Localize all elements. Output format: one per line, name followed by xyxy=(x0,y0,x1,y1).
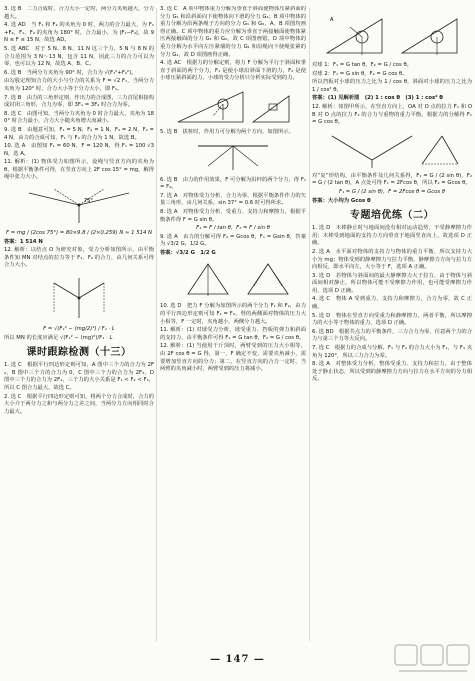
paragraph: 由勾股定理知合力的大小与分力的关系为 F = √2 F₁，当两分力夹角为 120° 时，合力大小等于分力大小，即 F₁。 xyxy=(4,78,154,92)
column-right xyxy=(312,6,472,646)
paragraph: 4. 选 AD 当 F₁ 和 F₂ 的夹角为 0 时，两力的合力最大，为 F₁+F₂，F₁、F₂ 的夹角为 180° 时，合力最小，为 |F₁−F₂|，故 9 N ≤ F ≤ 15 N，故选 AD。 xyxy=(4,22,154,44)
figure-label: A xyxy=(330,17,334,23)
section-heading: 专题培优练（二） xyxy=(350,210,434,222)
paragraph: 3. 选 B 二力合成时，合力大小一定时，两分力夹角越大，分力越大。 xyxy=(4,6,154,20)
paragraph: 9. 选 B 由题意可知，F₁ = 5 N，F₂ = 1 N，F₃ = 2 N，F₄ = 4 N，由力的合成可知，F₁ 与 F₄ 的合力为 1 N，故选 B。 xyxy=(4,126,154,141)
section-heading: 课时跟踪检测（十三） xyxy=(26,347,132,359)
ball-incline-diagram xyxy=(321,8,463,60)
paragraph: 7. 选 C 根据力的合成与分解，F₁ 与 F₂ 的合力大小为 F₁，与 F₃ 夹角为 120°，所以三力合力为零。 xyxy=(312,345,472,359)
formula: F₁ = G / (2 sin θ)，F = 2Fcos θ = Gcos θ xyxy=(338,188,446,195)
paragraph: 3. 选 D 若物体与斜面间的最大静摩擦力大于拉力，由于物体与斜面间相对静止，所以物体可能不受摩擦力作用，也可能受摩擦力作用，选项 D 正确。 xyxy=(312,272,472,294)
paragraph: 9. 选 A 由力的分解可得 F₂ = Gcos θ，F₁ = Gsin θ，答案为 √3/2 G，1/2 G。 xyxy=(160,233,306,248)
paragraph: 10. 选 D 把力 F 分解为如图所示的两个分力 F₁ 和 F₂，由力的平行四边形定则可知 F₁ = F₂，劈的两侧面对物体的压力大小相等，F 一定时，夹角越小，两侧分力越大。 xyxy=(160,303,306,325)
paragraph: 对球 2：F₁ = G sin θ，F₂ = G cos θ。 xyxy=(312,70,408,77)
wedge-diagram xyxy=(167,259,299,301)
paragraph: 5. 选 ABC 对于 5 N、8 N、11 N 这三个力，5 N 与 8 N 的合力范围为 3 N～13 N，包含 11 N，因此三力的合力可以为零，也可以为 12 N，故选 A、B、C。 xyxy=(4,45,154,68)
page-number: — 147 — xyxy=(210,654,265,665)
paragraph: 6. 选 BD 根据共点力的平衡条件，三力合力为零，任意两个力的合力与第三个力等大反向。 xyxy=(312,328,472,343)
watermark-logo xyxy=(393,641,471,677)
paragraph: 所以挡板对小球的压力之比为 1 / cos θ，斜面对小球的压力之比为 1 / cos² θ。 xyxy=(312,79,472,93)
answer: 答案：(1) 见解析图 (2) 1 : cos θ (3) 1 : cos² θ xyxy=(312,95,443,102)
paragraph: 1. 选 C 根据平行四边形定则可知，A 图中三个力的合力为 2F₂，B 图中三个力的合力为 0，C 图中三个力的合力为 2F₃，D 图中三个力的合力为 2F₁，三个力的大小关系是 F₁ < F₂ < F₃，所以 C 图合力最大，故选 C。 xyxy=(4,362,154,391)
paragraph: 8. 选 C 由图可知，当两分力夹角为 0 时合力最大，夹角为 180° 时合力最小，合力大小随夹角增大而减小。 xyxy=(4,110,154,125)
paragraph: 2. 选 C 根据平行四边形定则可知，将两个分力合成时，合力的大小介于两分力之和与两分力之差之间，当两分力方向相同时合力最大。 xyxy=(4,393,154,415)
paragraph: 7. 选 A 对物体受力分析，合力为零，根据平衡条件作力的矢量三角形，由几何关系，sin 37° = 0.6 时可得所求。 xyxy=(160,192,306,207)
paragraph: 12. 解析：如图甲所示，在竖直方向上，OA 对 O 点的拉力 F₁ 和 OB 对 O 点的拉力 F₂ 的合力与重物的重力平衡，根据力的分解得 F₁ = G cos θ。 xyxy=(312,103,472,126)
incline-diagram xyxy=(172,85,294,127)
column-divider xyxy=(156,8,157,641)
paragraph: 8. 选 A 对整体受力分析，整体受重力、支持力和拉力，由于整体处于静止状态，所以受到的静摩擦力方向与拉力在水平方向的分力相反。 xyxy=(312,361,472,383)
paragraph: 5. 选 B 拔桩时，作用力可分解为两个方向，如图所示。 xyxy=(160,128,294,135)
paragraph: 5. 选 D 物体在竖直方向受重力和静摩擦力，两者平衡，所以摩擦力的大小等于物体的重力，选项 D 正确。 xyxy=(312,312,472,327)
paragraph: 对球 1：F₁ = G tan θ，F₂ = G / cos θ。 xyxy=(312,62,412,68)
paragraph: 6. 选 B 当两分力夹角为 90° 时，合力为 √(F₁²+F₂²)。 xyxy=(4,69,137,76)
answer: 答案：大小均为 Gcos θ xyxy=(312,197,371,204)
pile-diagram xyxy=(192,139,274,175)
paragraph: 12. 解析：以结点 O 为研究对象，受力分析如图所示，由平衡条件知 MN 对结点的拉力等于 F₁、F₂ 的合力，由几何关系可得合力大小。 xyxy=(4,247,154,269)
column-left xyxy=(4,6,154,646)
paragraph: 2. 选 A 水平面对物体的支持力与物体的重力平衡，所以支持力大小为 mg；物体受到的静摩擦力与拉力平衡，静摩擦力方向与拉力方向相反，即水平向左，大小等于 F，选项 A 正确。 xyxy=(312,248,472,271)
answer: 答案：√3/2 G 1/2 G xyxy=(160,249,216,256)
formula: F₁ = F / tan θ，F₂ = F / sin θ xyxy=(196,225,270,232)
paragraph: 对“复”形结构，由平衡条件及几何关系得，F₁ = G / (2 sin θ)，F₂ = G / (2 tan θ)，A 点处可得 F₁ = 2Fcos θ，所以 F₂ = Gcos θ。 xyxy=(312,172,472,187)
paragraph: 8. 选 A 对物体受力分析，受重力、支持力和摩擦力，根据平衡条件得 F = G sin θ。 xyxy=(160,208,306,223)
paragraph: 4. 选 C 物体 A 受到重力、支持力和摩擦力，合力为零，故 C 正确。 xyxy=(312,296,472,311)
paragraph: 10. 选 A 由图知 F₁ = 60 N，F = 120 N，得 F₁ = 100 √3 N，选 A。 xyxy=(4,143,154,157)
column-divider xyxy=(309,8,310,641)
answer: 答案：1 514 N xyxy=(4,238,43,245)
formula: F = √(F₁² − (mg/2)²) / F₁ · L xyxy=(43,326,115,333)
formula: F = mg / (2cos 75°) = 80×9.8 / (2×0.259) N ≈ 1 514 N xyxy=(6,230,152,237)
tension-diagram xyxy=(321,129,463,171)
paragraph: 11. 解析：(1) 物体受力如图所示，设绳与竖直方向的夹角为 θ，根据平衡条件可得，在竖直方向上 2F cos 15° = mg，解得绳中张力大小。 xyxy=(4,159,154,181)
paragraph: 11. 解析：(1) 对球受力分析，球受重力、挡板的弹力和斜面的支持力，由平衡条件可得 F₁ = G tan θ，F₂ = G / cos θ。 xyxy=(160,327,306,341)
paragraph: 12. 解析：(1) 当使用千斤顶时，两臂受到的压力大小相等，由 2F cos θ = G 得，第一，F 确定不变，需要夹角减小，需要增加竖直方向的分力；第二，在竖直方向的合力一定时，当两臂的夹角减小时，两臂受到的压力将减小。 xyxy=(160,343,306,373)
paragraph: 4. 选 AC 根据力的分解定则，将力 F 分解为平行于斜面和垂直于斜面的两个分力，F₁ 是使小球沿斜面下滑的力，F₂ 是使小球压紧斜面的力，小球的受力分析只分析实际受到的力。 xyxy=(160,60,306,82)
knot-diagram xyxy=(43,272,115,324)
paragraph: 1. 选 D 木棒静止时与地面间没有相对运动趋势，不受静摩擦力作用；木棒受到地面的支持力方向垂直于地面竖直向上，故选项 D 正确。 xyxy=(312,225,472,247)
column-middle xyxy=(160,6,306,646)
paragraph: 6. 选 B 由力的作用效果，F 可分解为沿杆的两个分力，得 F₁ = F₂。 xyxy=(160,176,306,191)
force-diagram xyxy=(23,184,135,228)
paragraph: 所以 MN 的长度应满足 √(F₁² − (mg)²)/F₁ · L xyxy=(4,334,113,341)
angle-label: 75° xyxy=(84,198,93,205)
paragraph: 3. 选 C A 项中物体重力分解为垂直于斜面使物体压紧斜面的分力 G₁ 和沿斜面向下使物体向下滑的分力 G₂；B 项中物体的重力分解为沿两条绳子方向的分力 G₁ 和 G₂，A、B 项图均画得正确。C 项中物体的重力应分解为垂直于两接触面使物体紧压两接触面的分力 G₁ 和 G₂，故 C 项图画错。D 项中物体的重力分解为水平向左压紧墙的分力 G₁ 和沿绳向下使绳张紧的分力 G₂，故 D 项图画得正确。 xyxy=(160,6,306,58)
paragraph: 7. 选 B 由力的三角形定则，作出力的合成图，三力首尾相接构成封闭三角形，合力为零，即 3F₁ = 3F₂ 时合力为零。 xyxy=(4,94,154,109)
